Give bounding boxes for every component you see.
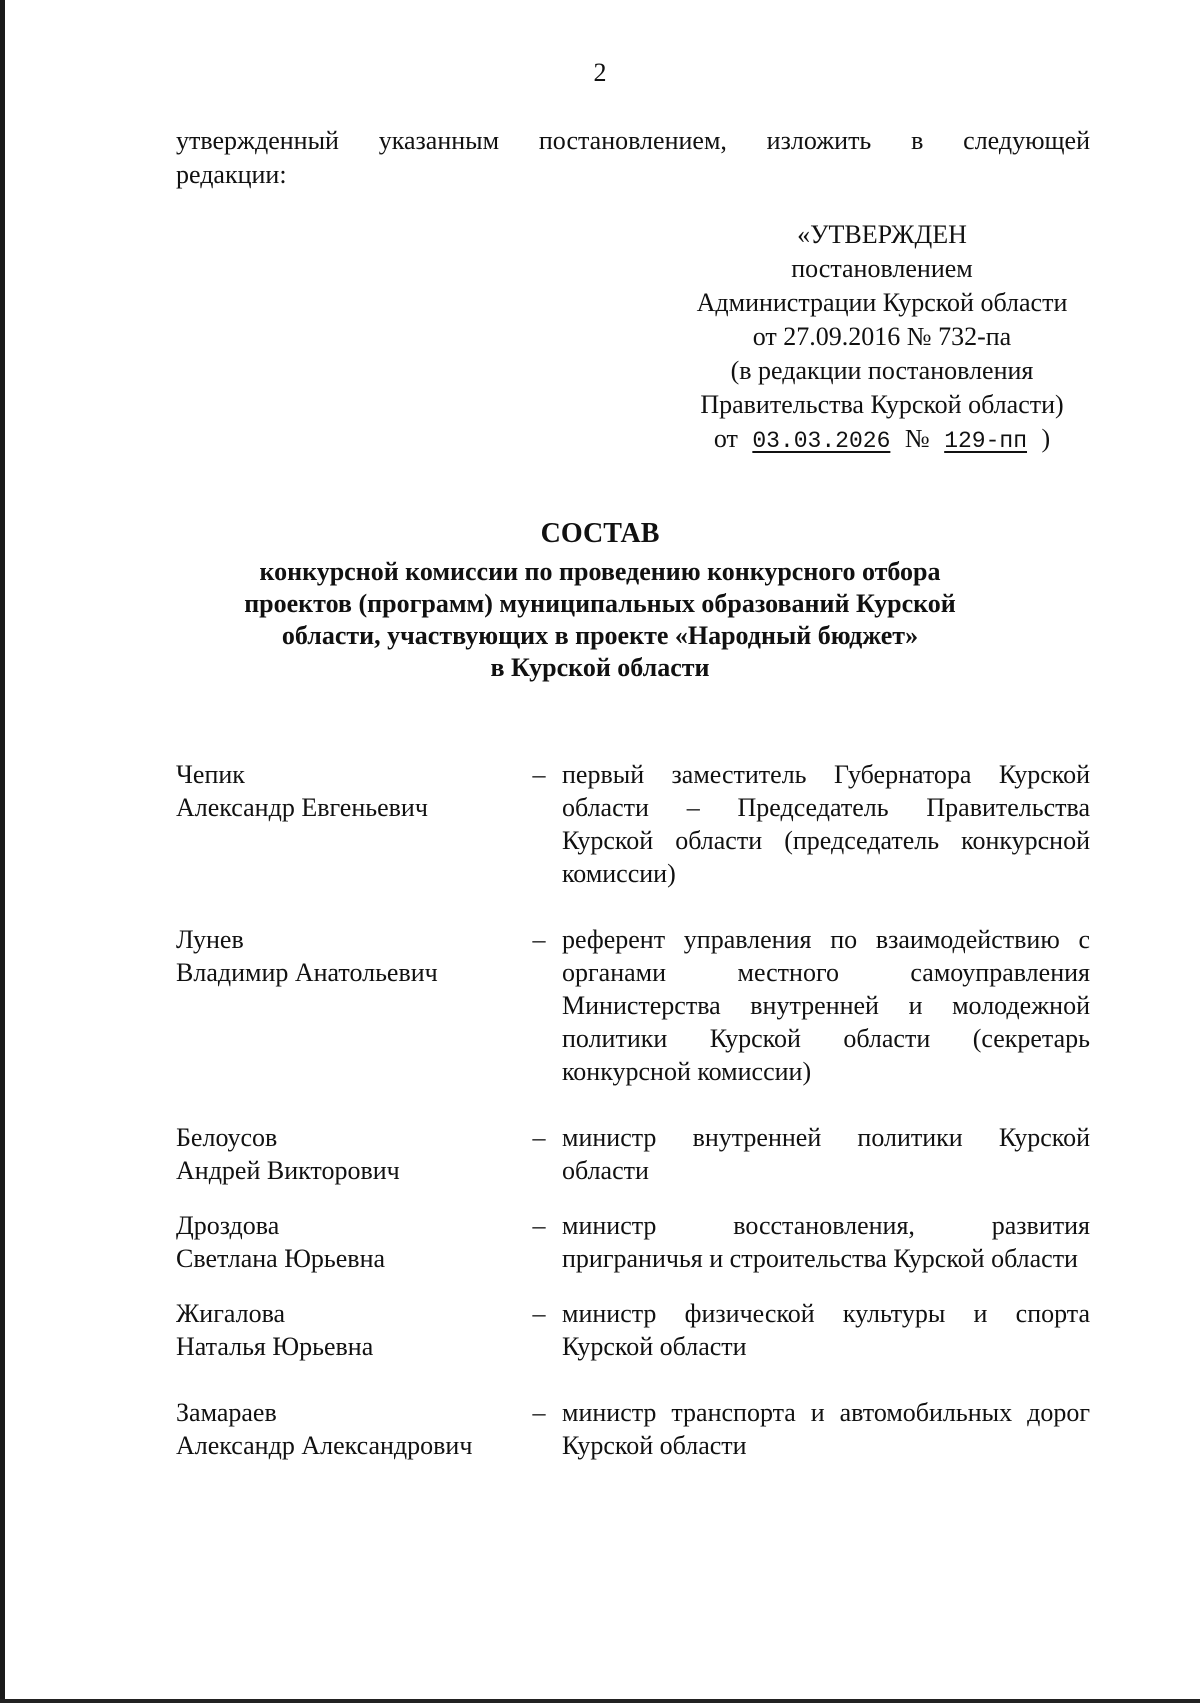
member-dash: –	[532, 1299, 546, 1328]
heading-line: проектов (программ) муниципальных образований Курской	[244, 589, 956, 618]
member-dash: –	[532, 925, 546, 954]
approval-line: постановлением	[791, 254, 973, 283]
member-surname: Дроздова	[176, 1211, 280, 1240]
member-entry	[176, 1396, 1090, 1462]
approval-date-line	[672, 422, 1092, 458]
member-role: министр восстановления, развития приграничья и строительства Курской области	[562, 1211, 1090, 1273]
member-role: первый заместитель Губернатора Курской области – Председатель Правительства Курской области (председатель конкурсной комиссии)	[562, 760, 1090, 888]
number-prefix: №	[904, 424, 930, 453]
heading-line: в Курской области	[490, 653, 710, 682]
heading-title: СОСТАВ	[540, 518, 660, 549]
member-entry	[176, 1297, 1090, 1363]
member-role: министр физической культуры и спорта Курской области	[562, 1299, 1090, 1361]
member-role: министр внутренней политики Курской области	[562, 1123, 1090, 1185]
member-given-names: Наталья Юрьевна	[176, 1332, 374, 1361]
document-heading	[140, 518, 1060, 684]
member-given-names: Владимир Анатольевич	[176, 958, 438, 987]
member-name	[176, 923, 516, 989]
date-prefix: от	[713, 424, 738, 453]
member-name	[176, 1396, 516, 1462]
approval-line: Администрации Курской области	[696, 288, 1068, 317]
member-entry	[176, 1209, 1090, 1275]
closing-bracket: )	[1041, 424, 1051, 453]
filled-number: 129-пп	[944, 428, 1028, 454]
member-dash: –	[532, 1398, 546, 1427]
member-surname: Жигалова	[176, 1299, 286, 1328]
member-surname: Чепик	[176, 760, 245, 789]
member-entry	[176, 1121, 1090, 1187]
member-name	[176, 758, 516, 824]
approval-line: (в редакции постановления	[730, 356, 1034, 385]
member-entry	[176, 758, 1090, 890]
intro-line-2: редакции:	[176, 160, 287, 189]
member-name	[176, 1209, 516, 1275]
member-name	[176, 1297, 516, 1363]
page-number: 2	[593, 58, 607, 87]
member-surname: Замараев	[176, 1398, 277, 1427]
member-dash: –	[532, 1123, 546, 1152]
member-given-names: Светлана Юрьевна	[176, 1244, 386, 1273]
approval-stamp	[672, 218, 1092, 458]
member-dash: –	[532, 1211, 546, 1240]
heading-line: конкурсной комиссии по проведению конкурсного отбора	[259, 557, 941, 586]
member-name	[176, 1121, 516, 1187]
member-given-names: Александр Евгеньевич	[176, 793, 428, 822]
members-list	[176, 758, 1090, 1462]
member-given-names: Александр Александрович	[176, 1431, 473, 1460]
member-role: министр транспорта и автомобильных дорог Курской области	[562, 1398, 1090, 1460]
scan-left-edge	[0, 0, 5, 1703]
member-surname: Лунев	[176, 925, 244, 954]
scan-bottom-edge	[0, 1699, 1200, 1703]
approval-line: Правительства Курской области)	[700, 390, 1064, 419]
heading-line: области, участвующих в проекте «Народный бюджет»	[281, 621, 919, 650]
member-surname: Белоусов	[176, 1123, 278, 1152]
filled-date: 03.03.2026	[752, 428, 891, 454]
member-given-names: Андрей Викторович	[176, 1156, 400, 1185]
member-role: референт управления по взаимодействию с органами местного самоуправления Министерства внутренней и молодежной политики Курской области (секретарь конкурсной комиссии)	[562, 925, 1090, 1086]
member-entry	[176, 923, 1090, 1088]
approval-line: «УТВЕРЖДЕН	[797, 220, 967, 249]
intro-line-1: утвержденный указанным постановлением, изложить в следующей	[176, 126, 1090, 155]
approval-line: от 27.09.2016 № 732-па	[752, 322, 1012, 351]
member-dash: –	[532, 760, 546, 789]
intro-paragraph	[176, 124, 1090, 192]
